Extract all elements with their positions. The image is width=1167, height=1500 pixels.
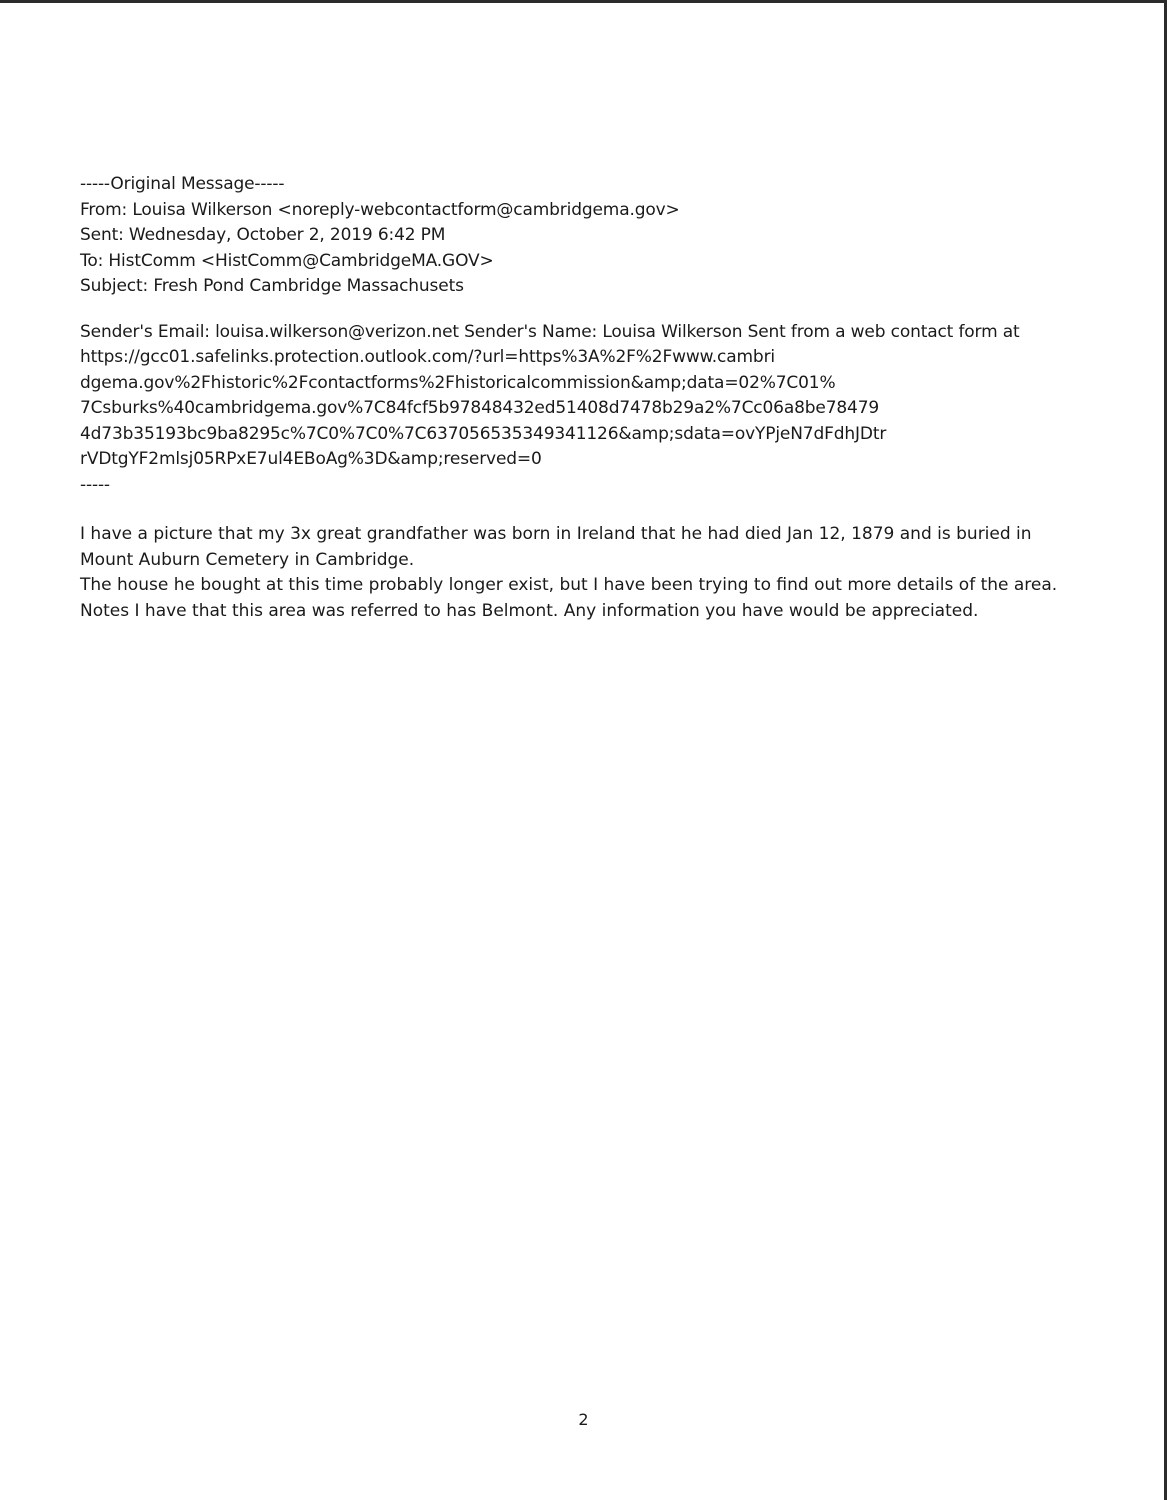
page-number: 2 <box>578 1410 589 1429</box>
sent-line: Sent: Wednesday, October 2, 2019 6:42 PM <box>80 225 446 245</box>
subject-line: Subject: Fresh Pond Cambridge Massachusets <box>80 276 464 296</box>
to-line: To: HistComm <HistComm@CambridgeMA.GOV> <box>80 250 494 271</box>
email-document <box>80 172 1090 624</box>
contact-form-url-line: 4d73b35193bc9ba8295c%7C0%7C0%7C637056535349341126&amp;sdata=ovYPjeN7dFdhJDtr <box>80 423 887 444</box>
contact-form-url-line: dgema.gov%2Fhistoric%2Fcontactforms%2Fhistoricalcommission&amp;data=02%7C01% <box>80 372 836 393</box>
message-paragraph: I have a picture that my 3x great grandfather was born in Ireland that he had died Jan 12, 1879 and is buried in Mount Auburn Cemetery in Cambridge. <box>80 524 1032 570</box>
spacer <box>80 498 1090 522</box>
original-message-separator: -----Original Message----- <box>80 174 285 194</box>
closing-separator: ----- <box>80 474 110 495</box>
contact-form-url-line: https://gcc01.safelinks.protection.outlook.com/?url=https%3A%2F%2Fwww.cambri <box>80 347 775 367</box>
from-line: From: Louisa Wilkerson <noreply-webcontactform@cambridgema.gov> <box>80 199 680 220</box>
contact-form-url-line: rVDtgYF2mlsj05RPxE7ul4EBoAg%3D&amp;reserved=0 <box>80 449 542 469</box>
message-paragraph: The house he bought at this time probably longer exist, but I have been trying to find out more details of the area. Notes I have that this area was referred to has Belmont. Any information you have would be appreciated. <box>80 575 1058 621</box>
scan-edge-top <box>0 0 1167 3</box>
spacer <box>80 300 1090 320</box>
contact-form-url-line: 7Csburks%40cambridgema.gov%7C84fcf5b97848432ed51408d7478b29a2%7Cc06a8be78479 <box>80 398 880 418</box>
sender-info: Sender's Email: louisa.wilkerson@verizon.net Sender's Name: Louisa Wilkerson Sent from a web contact form at <box>80 321 1020 342</box>
